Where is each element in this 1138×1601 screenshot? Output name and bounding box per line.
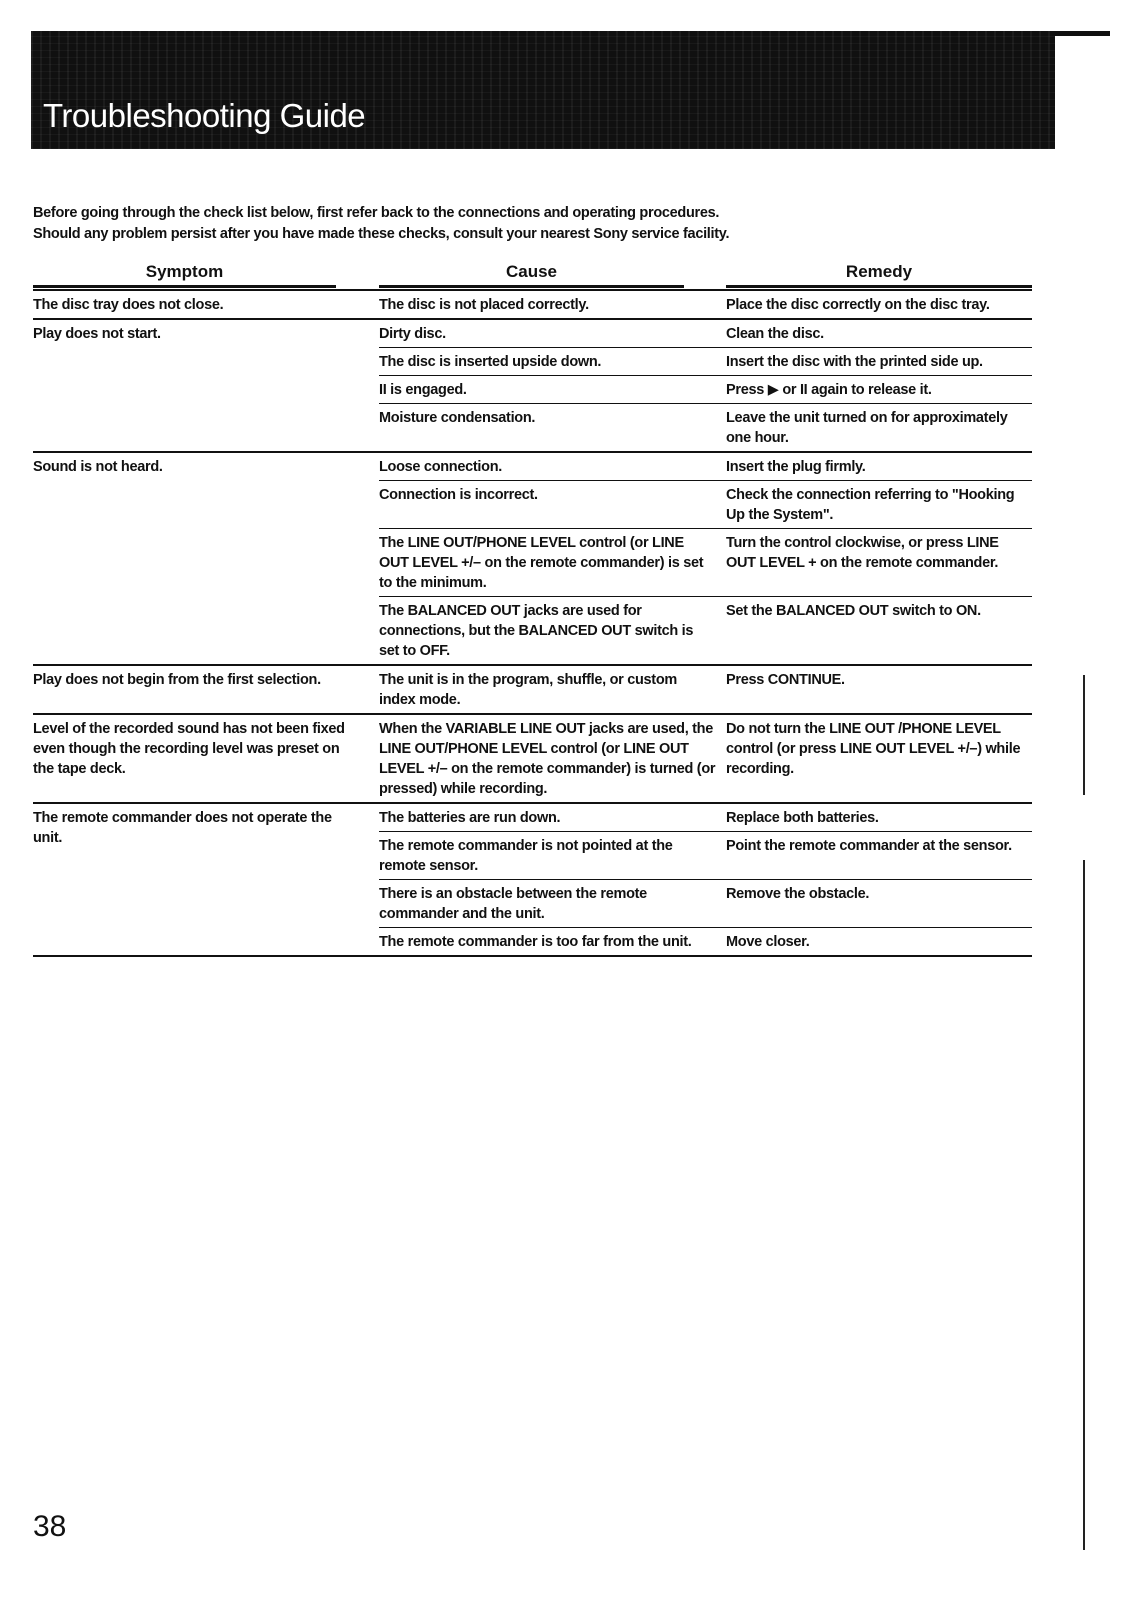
cause-cell: The LINE OUT/PHONE LEVEL control (or LINE OUT LEVEL +/– on the remote commander) is set to the minimum.	[379, 535, 704, 591]
header-banner	[31, 31, 1055, 149]
table-row	[379, 927, 1032, 955]
symptom-text: Sound is not heard.	[33, 459, 163, 475]
cause-cell: The unit is in the program, shuffle, or custom index mode.	[379, 672, 677, 708]
symptom-group	[33, 664, 1032, 713]
header-rule	[1055, 31, 1110, 36]
table-row	[379, 480, 1032, 528]
remedy-cell: Insert the disc with the printed side up.	[726, 354, 983, 370]
cause-cell: The disc is inserted upside down.	[379, 354, 602, 370]
cause-cell: The remote commander is not pointed at the remote sensor.	[379, 838, 673, 874]
table-row	[379, 879, 1032, 927]
header-cause: Cause	[379, 262, 684, 288]
remedy-cell: Move closer.	[726, 934, 810, 950]
scan-edge-mark	[1083, 675, 1085, 795]
cause-cell: There is an obstacle between the remote commander and the unit.	[379, 886, 647, 922]
scan-edge-mark	[1083, 860, 1085, 1550]
cause-cell: The batteries are run down.	[379, 810, 561, 826]
remedy-cell: Remove the obstacle.	[726, 886, 870, 902]
remedy-cell: Replace both batteries.	[726, 810, 879, 826]
cause-cell: When the VARIABLE LINE OUT jacks are used, the LINE OUT/PHONE LEVEL control (or LINE OUT LEVEL +/– on the remote commander) is turned (or pressed) while recording.	[379, 721, 716, 797]
intro-line-2: Should any problem persist after you have made these checks, consult your nearest Sony service facility.	[33, 226, 730, 242]
troubleshooting-table	[33, 289, 1032, 957]
symptom-text: Level of the recorded sound has not been fixed even though the recording level was preset on the tape deck.	[33, 721, 345, 777]
symptom-group	[33, 713, 1032, 802]
table-row	[379, 715, 1032, 802]
page-number: 38	[33, 1510, 67, 1543]
intro-text	[33, 203, 1033, 245]
remedy-cell: Press CONTINUE.	[726, 672, 845, 688]
cause-cell: The remote commander is too far from the unit.	[379, 934, 692, 950]
table-row	[379, 453, 1032, 480]
symptom-text: The disc tray does not close.	[33, 297, 224, 313]
table-row	[379, 291, 1032, 318]
cause-cell: The BALANCED OUT jacks are used for connections, but the BALANCED OUT switch is set to OFF.	[379, 603, 694, 659]
cause-cell: Loose connection.	[379, 459, 502, 475]
remedy-cell: Point the remote commander at the sensor.	[726, 838, 1012, 854]
cause-cell: Dirty disc.	[379, 326, 446, 342]
header-remedy: Remedy	[726, 262, 1032, 288]
page-title: Troubleshooting Guide	[43, 97, 366, 134]
remedy-cell: Set the BALANCED OUT switch to ON.	[726, 603, 981, 619]
symptom-group	[33, 318, 1032, 451]
table-row	[379, 375, 1032, 403]
cause-cell: Connection is incorrect.	[379, 487, 538, 503]
symptom-text: Play does not start.	[33, 326, 161, 342]
remedy-cell: Clean the disc.	[726, 326, 824, 342]
table-row	[379, 347, 1032, 375]
symptom-group	[33, 451, 1032, 664]
table-row	[379, 403, 1032, 451]
table-row	[379, 831, 1032, 879]
remedy-cell: Leave the unit turned on for approximately one hour.	[726, 410, 1008, 446]
symptom-text: Play does not begin from the first selection.	[33, 672, 321, 688]
remedy-cell: Press ▶ or II again to release it.	[726, 382, 932, 398]
table-row	[379, 528, 1032, 596]
cause-cell: The disc is not placed correctly.	[379, 297, 589, 313]
table-row	[379, 666, 1032, 713]
remedy-cell: Do not turn the LINE OUT /PHONE LEVEL control (or press LINE OUT LEVEL +/–) while recording.	[726, 721, 1021, 777]
table-row	[379, 320, 1032, 347]
table-row	[379, 804, 1032, 831]
cause-cell: Moisture condensation.	[379, 410, 536, 426]
remedy-cell: Insert the plug firmly.	[726, 459, 866, 475]
header-symptom: Symptom	[33, 262, 336, 288]
table-row	[379, 596, 1032, 664]
symptom-text: The remote commander does not operate the unit.	[33, 810, 332, 846]
symptom-group	[33, 289, 1032, 318]
symptom-group	[33, 802, 1032, 957]
intro-line-1: Before going through the check list below, first refer back to the connections and operating procedures.	[33, 205, 720, 221]
remedy-cell: Turn the control clockwise, or press LINE OUT LEVEL + on the remote commander.	[726, 535, 999, 571]
remedy-cell: Place the disc correctly on the disc tray.	[726, 297, 990, 313]
remedy-cell: Check the connection referring to "Hooking Up the System".	[726, 487, 1015, 523]
cause-cell: II is engaged.	[379, 382, 467, 398]
